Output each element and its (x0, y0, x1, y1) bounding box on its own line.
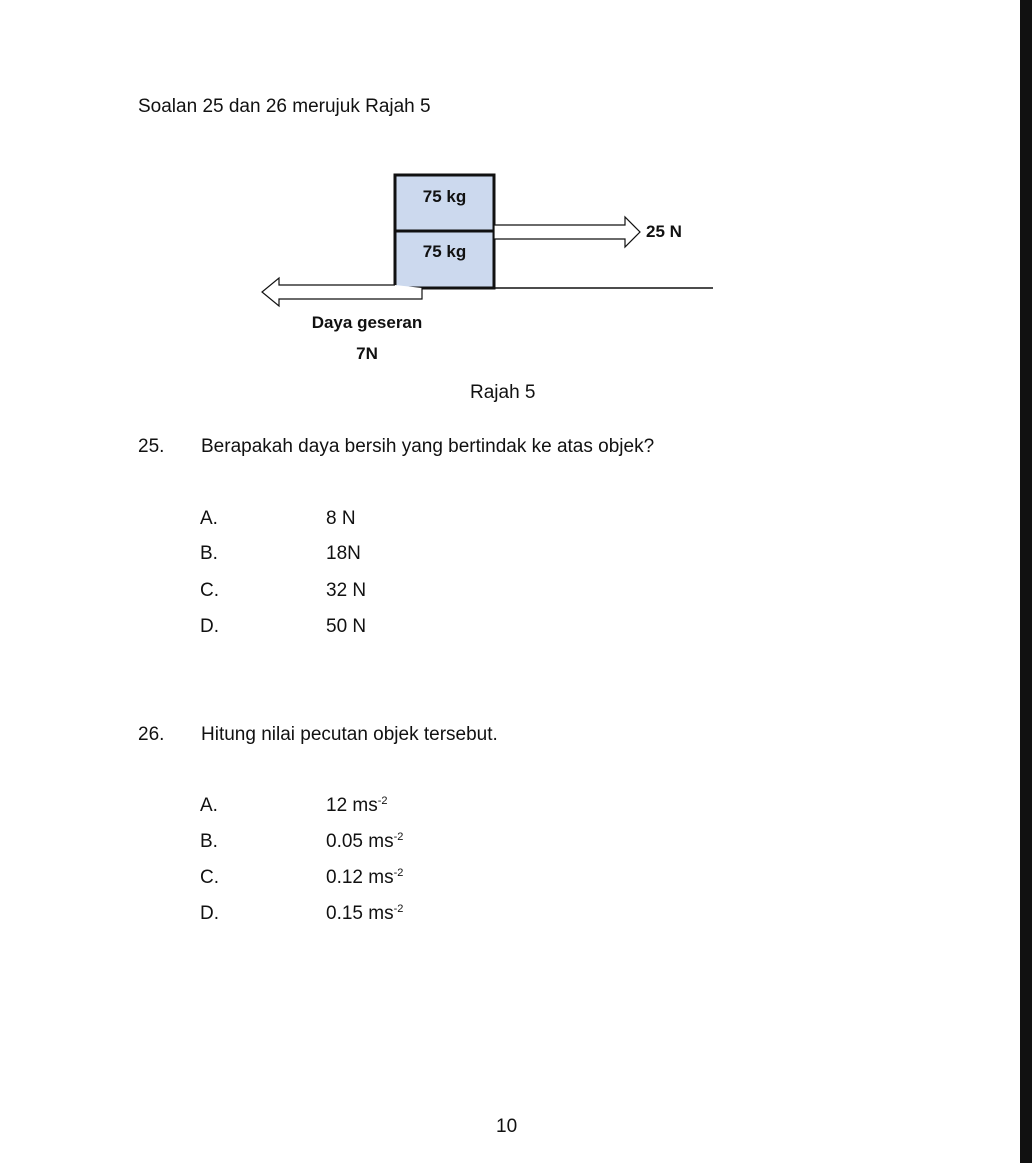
page-number: 10 (496, 1116, 518, 1137)
q26-option-c-value: 0.12 $ms^{-2}$ (326, 867, 404, 888)
q25-option-c-value: 32 N (326, 580, 367, 601)
q26-option-d-letter: D. (200, 903, 219, 924)
q26-option-a-letter: A. (200, 795, 218, 816)
q25-option-d-letter: D. (200, 616, 219, 637)
q25-option-a-letter: A. (200, 508, 218, 529)
applied-force-label: 25 N (646, 222, 682, 241)
force-diagram (0, 0, 1032, 420)
bottom-mass-label: 75 kg (422, 242, 467, 261)
q25-option-a-value: 8 N (326, 508, 356, 529)
applied-force-arrow (494, 217, 640, 247)
diagram-caption: Rajah 5 (470, 382, 536, 403)
q26-text: Hitung nilai pecutan objek tersebut. (201, 724, 498, 745)
q26-option-b-value: 0.05 $ms^{-2}$ (326, 831, 404, 852)
q25-text: Berapakah daya bersih yang bertindak ke atas objek? (201, 436, 655, 457)
q26-option-b-letter: B. (200, 831, 218, 852)
q26-option-d-value: 0.15 $ms^{-2}$ (326, 903, 404, 924)
q25-option-b-value: 18N (326, 543, 361, 564)
intro-text: Soalan 25 dan 26 merujuk Rajah 5 (138, 96, 431, 117)
friction-value: 7N (356, 344, 378, 363)
q25-option-c-letter: C. (200, 580, 219, 601)
q26-option-c-letter: C. (200, 867, 219, 888)
q25-option-d-value: 50 N (326, 616, 367, 637)
friction-label: Daya geseran (311, 313, 423, 332)
q26-number: 26. (138, 724, 165, 745)
q25-number: 25. (138, 436, 165, 457)
q25-option-b-letter: B. (200, 543, 218, 564)
q26-option-a-value: 12 $ms^{-2}$ (326, 795, 388, 816)
top-mass-label: 75 kg (422, 187, 467, 206)
